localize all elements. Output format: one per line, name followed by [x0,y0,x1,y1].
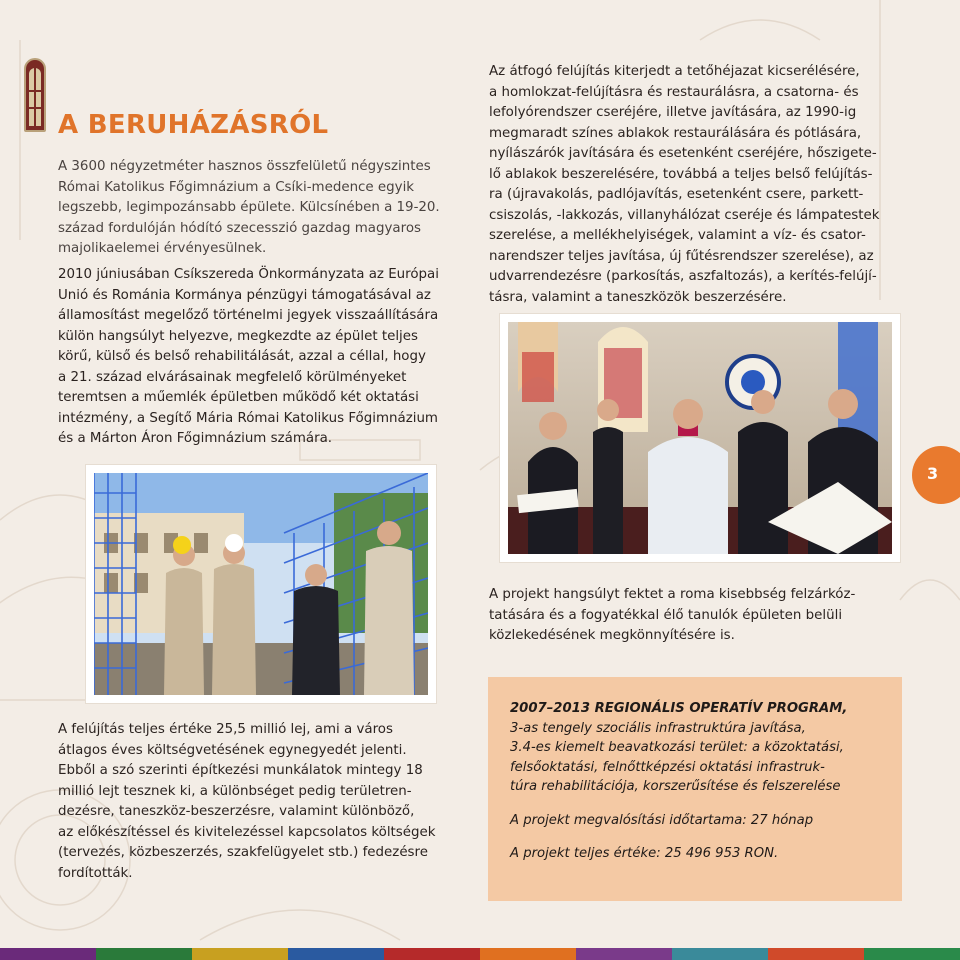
project-value: A projekt teljes értéke: 25 496 953 RON. [510,846,779,861]
text-line: átlagos éves költségvetésének egynegyedét jelenti. [58,742,407,758]
intro-line: majolikaelemei érvényesülnek. [58,241,267,256]
construction-site-scene [94,473,428,695]
program-line: 3.4-es kiemelt beavatkozási terület: a közoktatási, [510,740,844,755]
color-bar-segment [672,948,768,960]
ceremony-photo-scene [508,322,892,554]
intro-line: század fordulóján hódító szecesszió gazdag magyaros [58,220,421,236]
text-line: dezésre, taneszköz-beszerzésre, valamint különböző, [58,804,415,819]
text-line: az előkészítéssel és kivitelezéssel kapcsolatos költségek [58,824,436,840]
text-line: narendszer teljes javítása, új fűtésrendszer szerelése), az [489,248,874,264]
color-bar-segment [864,948,960,960]
program-line: túra rehabilitációja, korszerűsítése és felszerelése [510,779,841,794]
color-bar-segment [768,948,864,960]
stained-glass-window-icon [24,58,46,132]
text-line: külön hangsúlyt helyezve, megkezdte az épület teljes [58,328,418,344]
page-number: 3 [927,464,939,483]
text-line: államosítást megelőző történelmi jegyek visszaállítására [58,308,439,323]
text-line: a homlokzat-felújításra és restaurálásra, a csatorna- és [489,84,859,100]
text-line: udvarrendezésre (parkosítás, aszfaltozás), a kerítés-felújí- [489,269,877,284]
color-bar-segment [192,948,288,960]
text-line: Az átfogó felújítás kiterjedt a tetőhéjazat kicserélésére, [489,64,860,79]
color-bar-segment [288,948,384,960]
text-line: tásra, valamint a taneszközök beszerzésére. [489,289,787,305]
intro-line: Római Katolikus Főgimnázium a Csíki-medence egyik [58,179,415,195]
text-line: a 21. század elvárásainak megfelelő körülményeket [58,369,407,385]
text-line: A projekt hangsúlyt fektet a roma kisebbség felzárkóz- [489,587,856,602]
renovation-scope-paragraph [489,62,919,308]
text-line: tatására és a fogyatékkal élő tanulók épületen belüli [489,607,843,623]
text-line: A felújítás teljes értéke 25,5 millió lej, ami a város [58,722,393,737]
text-line: körű, külső és belső rehabilitálását, azzal a céllal, hogy [58,349,426,364]
program-line: felsőoktatási, felnőttképzési oktatási infrastruk- [510,759,825,775]
text-line: 2010 júniusában Csíkszereda Önkormányzata az Európai [58,267,439,282]
intro-line: legszebb, legimpozánsabb épülete. Külcsínében a 19-20. [58,200,440,215]
intro-paragraph [58,157,478,260]
color-bar-segment [480,948,576,960]
bottom-color-bar [0,948,960,960]
program-info-box [488,677,902,901]
renovation-start-paragraph [58,265,478,450]
text-line: teremtsen a műemlék épületben működő két oktatási [58,390,419,405]
text-line: Unió és Románia Kormánya pénzügyi támogatásával az [58,287,431,303]
text-line: megmaradt színes ablakok restaurálására és pótlására, [489,125,862,141]
intro-line: A 3600 négyzetméter hasznos összfelületű négyszintes [58,159,431,174]
color-bar-segment [576,948,672,960]
text-line: fordították. [58,865,133,881]
text-line: közlekedésének megkönnyítésére is. [489,628,735,643]
text-line: lő ablakok beszerelésére, továbbá a teljes belső felújítás- [489,166,873,182]
text-line: és a Márton Áron Főgimnázium számára. [58,431,333,446]
section-title: A BERUHÁZÁSRÓL [58,110,329,140]
text-line: (tervezés, közbeszerzés, szakfelügyelet stb.) fedezésre [58,845,428,860]
project-duration: A projekt megvalósítási időtartama: 27 hónap [510,812,814,828]
ceremony-photo [500,314,900,562]
text-line: szerelése, a mellékhelyiségek, valamint a víz- és csator- [489,228,866,243]
construction-site-photo [86,465,436,703]
color-bar-segment [384,948,480,960]
text-line: millió lejt tesznek ki, a különbséget pedig területren- [58,783,412,799]
color-bar-segment [0,948,96,960]
text-line: lefolyórendszer cseréjére, illetve javítására, az 1990-ig [489,105,857,120]
program-line: 3-as tengely szociális infrastruktúra javítása, [510,720,806,736]
text-line: csiszolás, -lakkozás, villanyhálózat cseréje és lámpatestek [489,207,880,223]
text-line: Ebből a szó szerinti építkezési munkálatok mintegy 18 [58,763,423,778]
program-heading: 2007–2013 REGIONÁLIS OPERATÍV PROGRAM, [510,701,848,716]
text-line: nyílászárók javítására és esetenként cseréjére, hőszigete- [489,146,877,161]
page-number-tab [912,446,960,504]
text-line: ra (újravakolás, padlójavítás, esetenként csere, parkett- [489,187,864,202]
color-bar-segment [96,948,192,960]
text-line: intézmény, a Segítő Mária Római Katolikus Főgimnázium [58,410,438,426]
cost-paragraph [58,720,478,884]
roma-inclusion-paragraph [489,585,909,647]
